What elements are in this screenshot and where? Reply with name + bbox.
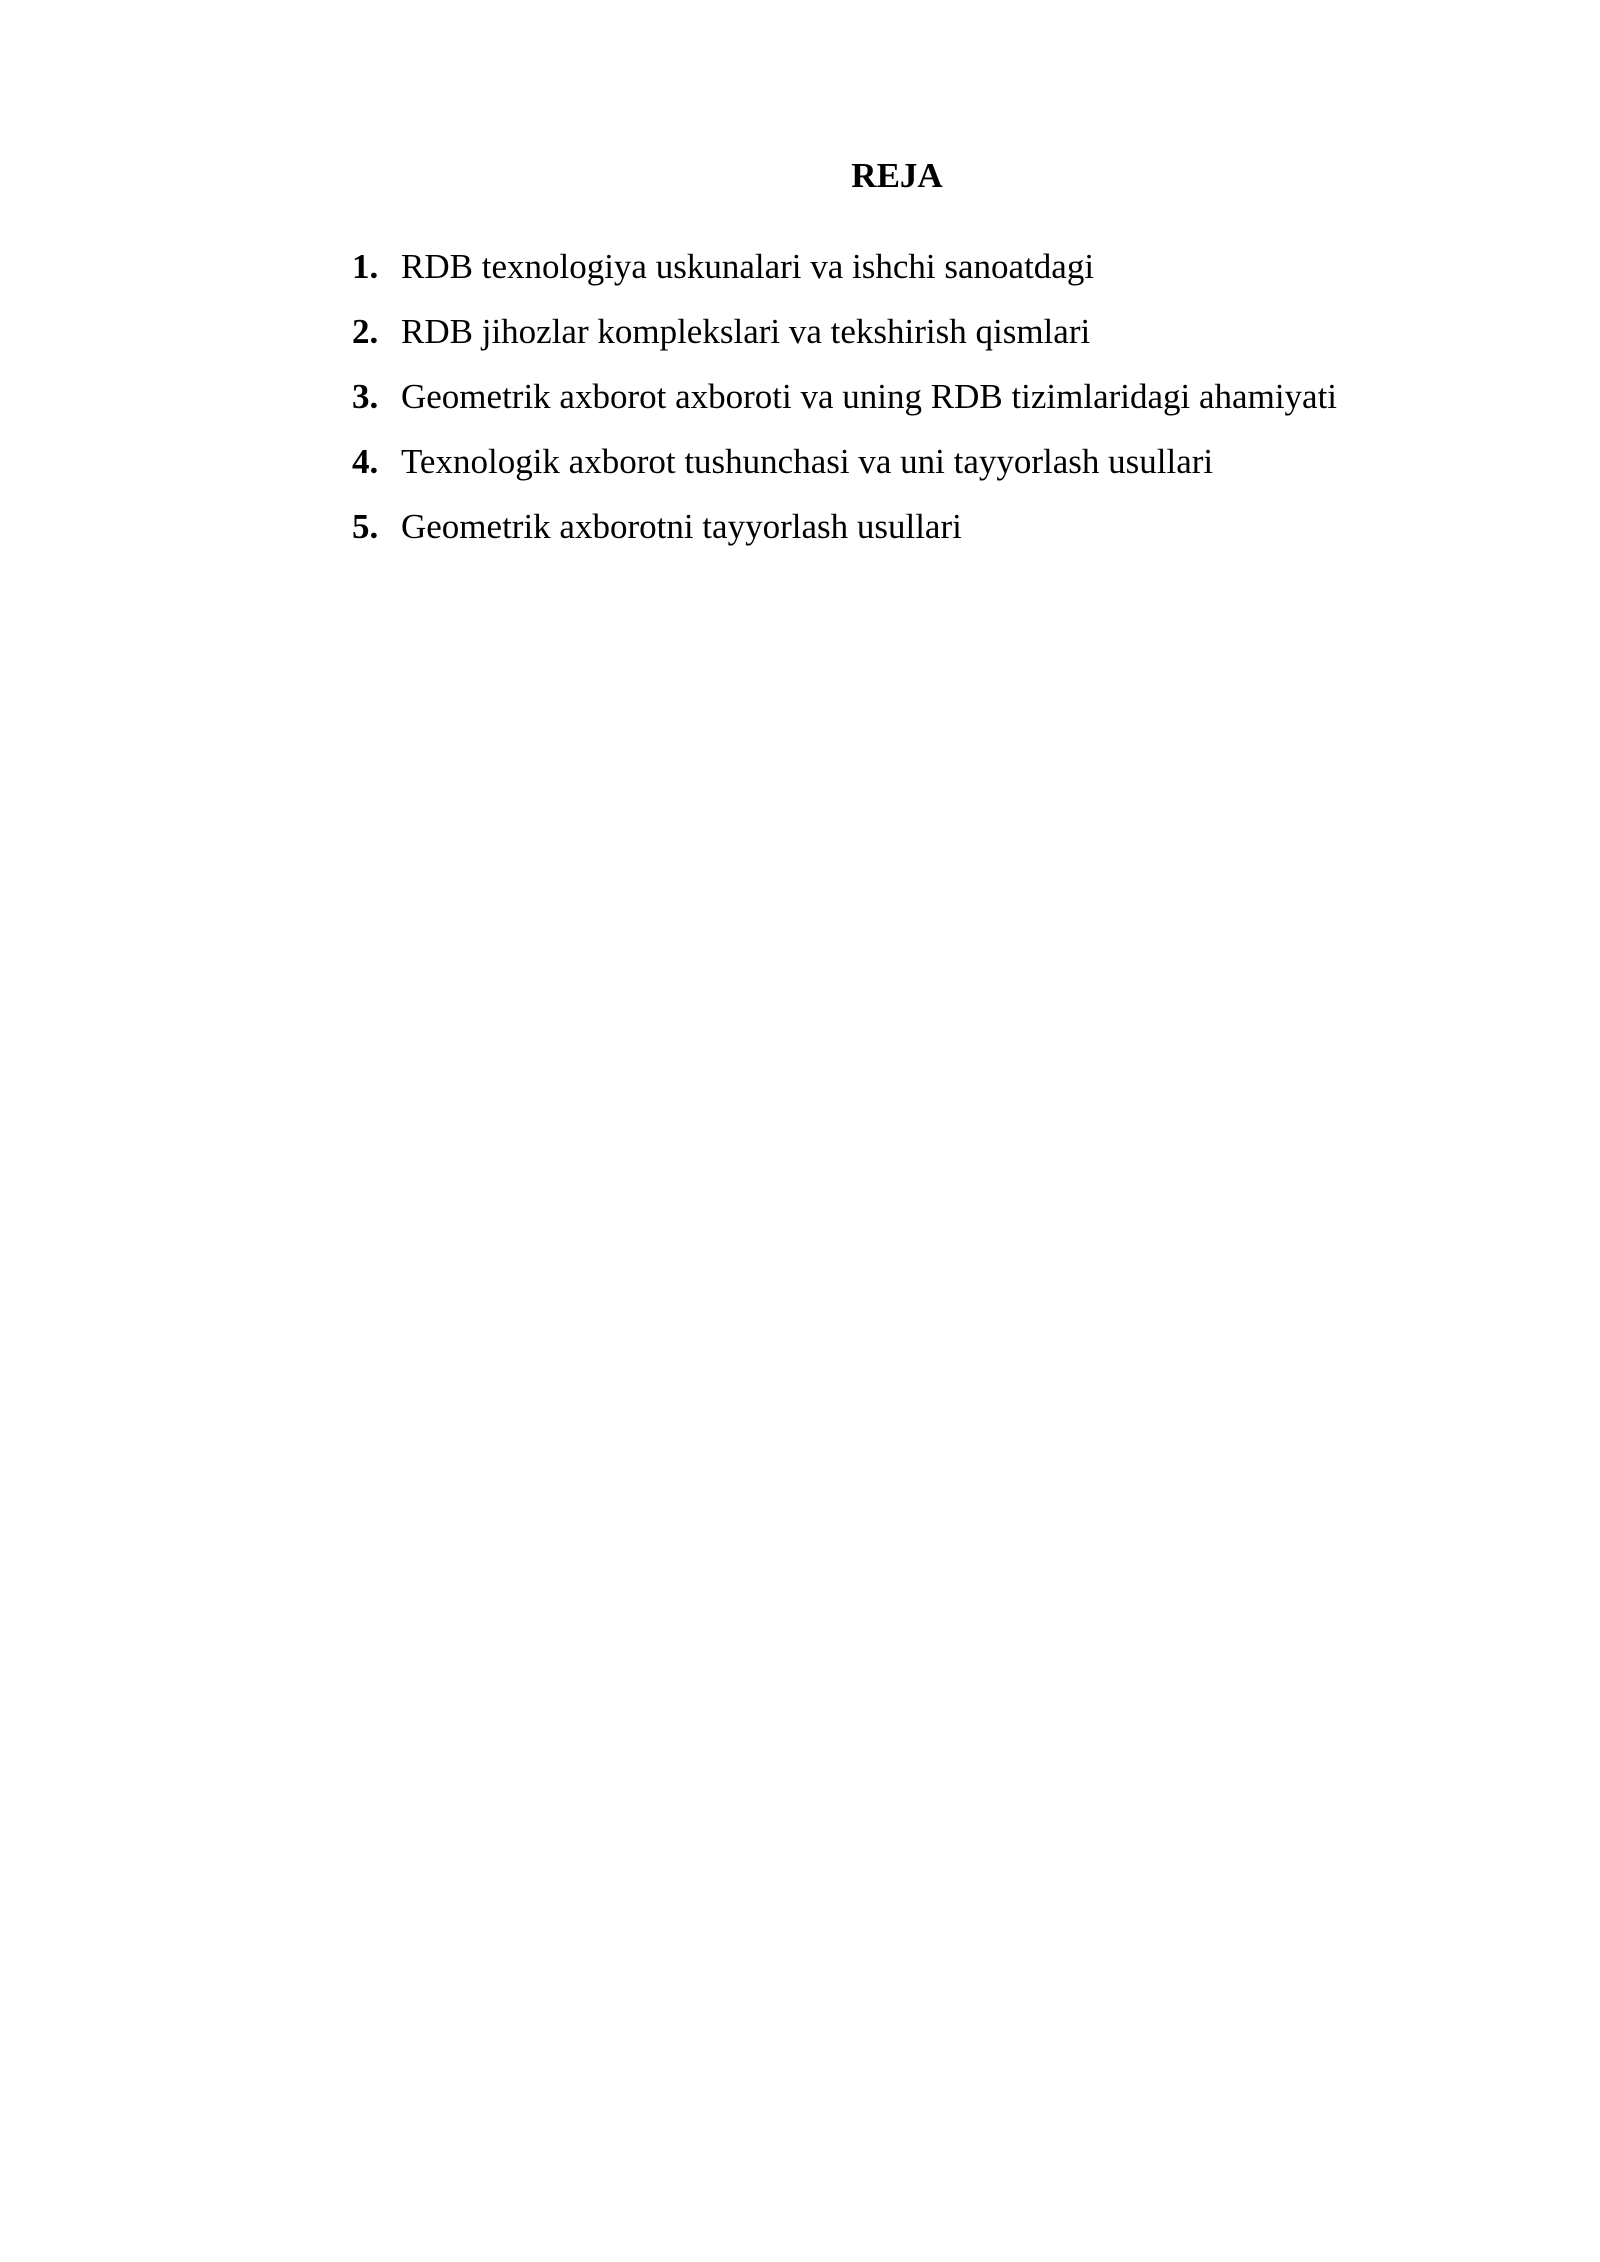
list-item-number: 2. [352,312,379,351]
list-item [352,373,1337,438]
list-item-text: Geometrik axborotni tayyorlash usullari [401,507,962,546]
list-item-number: 5. [352,507,379,546]
list-item-number: 4. [352,442,379,481]
plan-list [352,243,1337,568]
list-item-text: RDB texnologiya uskunalari va ishchi sanoatdagi [401,247,1095,286]
list-item-number: 1. [352,247,379,286]
list-item [352,503,1337,568]
list-item [352,438,1337,503]
list-item-text: RDB jihozlar komplekslari va tekshirish qismlari [401,312,1091,351]
list-item-text: Geometrik axborot axboroti va uning RDB tizimlaridagi ahamiyati [401,377,1338,416]
list-item-text: Texnologik axborot tushunchasi va uni tayyorlash usullari [401,442,1214,481]
page-title: REJA [851,156,943,195]
list-item [352,243,1337,308]
list-item [352,308,1337,373]
list-item-number: 3. [352,377,379,416]
